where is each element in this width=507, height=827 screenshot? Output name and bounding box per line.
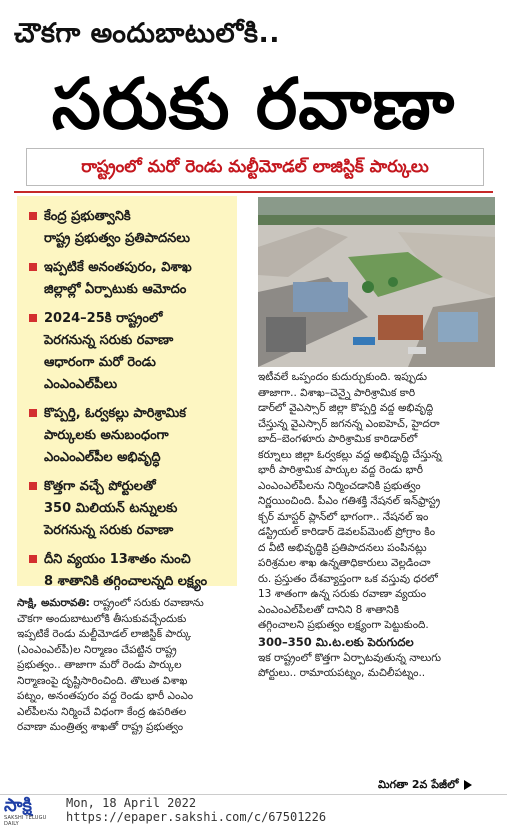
highlight-line: పార్కులకు అనుబంధంగా xyxy=(44,428,169,443)
highlight-line: కొప్పర్తి, ఓర్వకల్లు పారిశ్రామిక xyxy=(44,406,187,421)
highlight-line: కేంద్ర ప్రభుత్వానికి xyxy=(44,209,131,224)
bullet-square-icon xyxy=(29,212,37,220)
article-line: క్చర్ మాస్టర్ ప్లాన్‌లో భాగంగా.. నేషనల్ ఇం xyxy=(258,510,429,523)
highlight-line: పెరగనున్న సరుకు రవాణా xyxy=(44,523,174,538)
highlight-text xyxy=(44,308,173,396)
sakshi-logo xyxy=(4,795,60,827)
article-line: ఎంఎంఎల్‌పీలతో దానిని 8 శాతానికి xyxy=(258,603,399,616)
epaper-url[interactable]: https://epaper.sakshi.com/c/67501226 xyxy=(66,810,327,824)
article-line: పట్నం, అనంతపురం వద్ద రెండు భారీ ఎంఎం xyxy=(17,690,194,702)
article-line: (ఎంఎంఎల్‌పీ)ల నిర్మాణం చేపట్టిన రాష్ట్ర xyxy=(17,643,177,656)
highlight-item xyxy=(29,549,231,593)
article-column-right-bottom xyxy=(258,635,495,682)
logistics-park-photo xyxy=(258,197,495,367)
article-line: రవాణా మంత్రిత్వ శాఖతో రాష్ట్ర ప్రభుత్వం xyxy=(17,721,184,733)
highlight-text xyxy=(44,476,177,542)
article-line: తాజాగా.. విశాఖ–చెన్నై పారిశ్రామిక కారి xyxy=(258,386,416,399)
article-line: ఎంఎంఎల్‌పీలను నిర్మించడానికి ప్రభుత్వం xyxy=(258,479,421,492)
bullet-square-icon xyxy=(29,555,37,563)
highlight-line: ఎంఎంఎల్‌పీల అభివృద్ధి xyxy=(44,450,161,465)
continued-link[interactable] xyxy=(378,778,472,794)
highlight-line: ఎంఎంఎల్‌పీలు xyxy=(44,377,118,392)
highlight-item xyxy=(29,403,231,469)
article-line: ప్రభుత్వం.. తాజాగా మరో రెండు పార్కుల xyxy=(17,659,182,671)
highlight-line: జిల్లాల్లో ఏర్పాటుకు ఆమోదం xyxy=(44,282,187,297)
kicker: చౌకగా అందుబాటులోకి.. xyxy=(14,18,281,49)
highlight-line: కొత్తగా వచ్చే పోర్టులతో xyxy=(44,479,156,494)
article-line: నిర్ణయించింది. పీఎం గతిశక్తి నేషనల్ ఇన్‌ఫ్రాస్ట్ర xyxy=(258,495,441,507)
article-line: ఇక రాష్ట్రంలో కొత్తగా ఏర్పాటవుతున్న నాలుగు xyxy=(258,651,441,664)
bullet-square-icon xyxy=(29,482,37,490)
bullet-square-icon xyxy=(29,314,37,322)
highlight-line: దీని వ్యయం 13శాతం నుంచి xyxy=(44,552,191,567)
highlight-item xyxy=(29,206,231,250)
edition-date: Mon, 18 April 2022 xyxy=(66,796,197,810)
article-line: భారీ పారిశ్రామిక పార్కుల వద్ద రెండు భారీ xyxy=(258,464,423,476)
article-column-right-top xyxy=(258,370,495,634)
article-line: తగ్గించాలని ప్రభుత్వం లక్ష్యంగా పెట్టుకుంది. xyxy=(258,619,429,631)
article-line: చేస్తున్న వైఎస్సార్ జగనన్న ఎంఐహెచ్, హైదరా xyxy=(258,417,440,430)
article-line: డార్‌లో వైఎస్సార్ జిల్లా కొప్పర్తి వద్ద అభివృద్ధి xyxy=(258,402,434,414)
highlight-line: రాష్ట్ర ప్రభుత్వం ప్రతిపాదనలు xyxy=(44,231,190,246)
highlight-line: 350 మిలియన్ టన్నులకు xyxy=(44,501,178,516)
article-line: ఎల్‌పీలను నిర్మించే విధంగా కేంద్ర ఉపరితల xyxy=(17,705,187,718)
article-line: బాద్–బెంగళూరు పారిశ్రామిక కారిడార్‌లో xyxy=(258,433,418,445)
subheadline: రాష్ట్రంలో మరో రెండు మల్టీమోడల్ లాజిస్టిక్ పార్కులు xyxy=(26,148,484,186)
highlight-text xyxy=(44,549,207,593)
highlight-line: 2024–25కి రాష్ట్రంలో xyxy=(44,311,163,326)
logo-subtext: SAKSHI TELUGU DAILY xyxy=(4,815,47,827)
article-line: ద వీటి అభివృద్ధికి ప్రతిపాదనలు పంపినట్లు xyxy=(258,541,427,554)
article-line: పరిశ్రమల శాఖ ఉన్నతాధికారులు వెల్లడించా xyxy=(258,557,431,569)
section-subheading: 300–350 మి.ట.లకు పెరుగుదల xyxy=(258,635,414,649)
highlight-line: ఇప్పటికే అనంతపురం, విశాఖ xyxy=(44,260,192,275)
highlight-text xyxy=(44,403,186,469)
continued-text: మిగతా 2వ పేజీలో xyxy=(378,778,459,791)
article-line: పోర్టులు.. రామాయపట్నం, మచిలీపట్నం.. xyxy=(258,667,426,679)
article-line: కర్నూలు జిల్లా ఓర్వకల్లు వద్ద అభివృద్ధి చేస్తున్న xyxy=(258,448,442,461)
article-line: ఇప్పటికే రెండు మల్టీమోడల్ లాజిస్టిక్ పార్కు xyxy=(17,628,192,640)
divider xyxy=(14,191,493,193)
highlight-item xyxy=(29,257,231,301)
highlight-text xyxy=(44,257,192,301)
bullet-square-icon xyxy=(29,409,37,417)
arrow-right-icon xyxy=(464,780,472,790)
highlight-item xyxy=(29,308,231,396)
article-line: నిర్మాణంపై దృష్టిసారించింది. తొలుత విశాఖ xyxy=(17,674,188,687)
highlight-line: 8 శాతానికి తగ్గించాలన్నది లక్ష్యం xyxy=(44,574,208,589)
article-line: 13 శాతంగా ఉన్న సరుకు రవాణా వ్యయం xyxy=(258,588,427,600)
article-line: చౌకగా అందుబాటులోకి తీసుకువచ్చేందుకు xyxy=(17,612,187,625)
highlight-item xyxy=(29,476,231,542)
highlight-line: పెరగనున్న సరుకు రవాణా xyxy=(44,333,174,348)
logo-text: సాక్షి xyxy=(4,795,32,816)
highlight-text xyxy=(44,206,190,250)
highlights-box xyxy=(17,196,237,589)
article-line: సాక్షి, అమరావతి: రాష్ట్రంలో సరుకు రవాణాను xyxy=(17,597,204,609)
headline: సరుకు రవాణా xyxy=(51,63,456,145)
highlight-line: ఆధారంగా మరో రెండు xyxy=(44,355,156,370)
article-line: డస్ట్రియల్ కారిడార్ డెవలప్‌మెంట్ ప్రోగ్రాం కిం xyxy=(258,526,436,538)
article-column-left xyxy=(17,596,254,736)
article-line: రు. ప్రస్తుతం దేశవ్యాప్తంగా ఒక వస్తువు ధరలో xyxy=(258,572,438,585)
article-line: ఇటీవలే ఒప్పందం కుదుర్చుకుంది. ఇప్పుడు xyxy=(258,371,428,383)
bullet-square-icon xyxy=(29,263,37,271)
